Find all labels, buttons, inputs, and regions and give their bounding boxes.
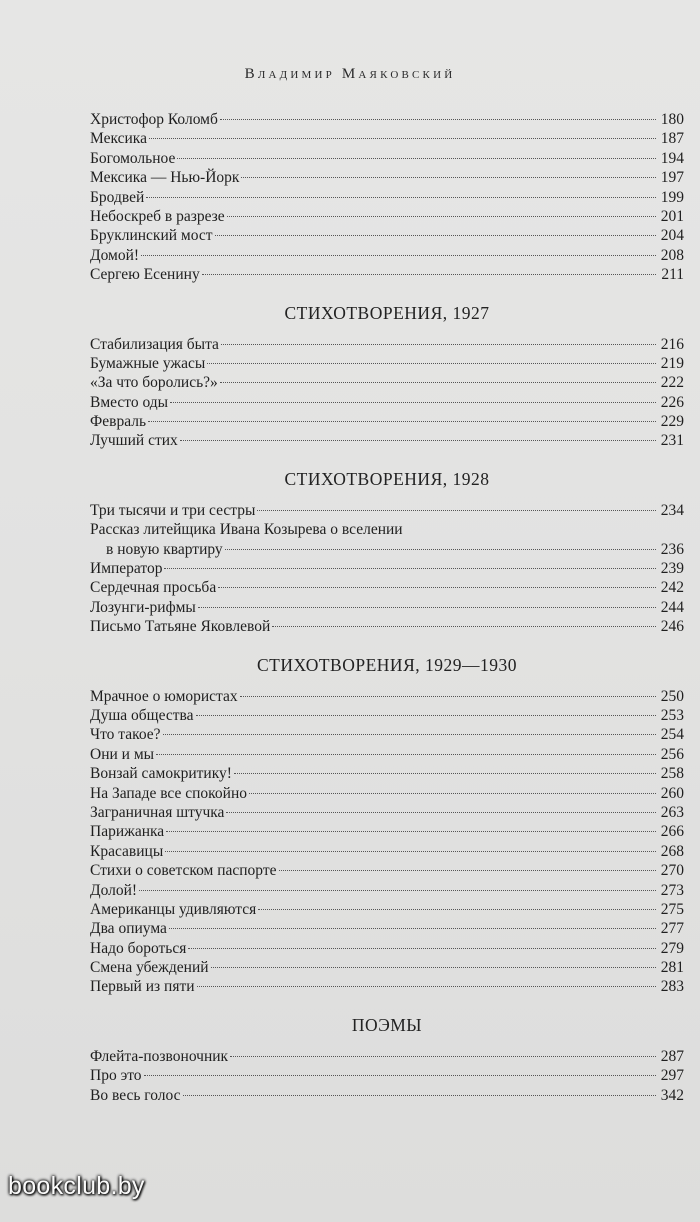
- dot-leader: [230, 1043, 656, 1057]
- dot-leader: [226, 799, 656, 813]
- entry-title: Мексика: [90, 130, 147, 148]
- dot-leader: [258, 896, 656, 910]
- dot-leader: [156, 741, 656, 755]
- table-of-contents: [90, 110, 684, 1105]
- entry-page-number: 246: [660, 618, 684, 636]
- toc-section: [90, 649, 684, 997]
- dot-leader: [225, 536, 656, 550]
- entry-title: Вместо оды: [90, 393, 169, 411]
- entry-page-number: 222: [660, 374, 684, 392]
- entry-title: Что такое?: [90, 726, 161, 744]
- entry-title: Император: [90, 560, 163, 578]
- entry-title: Небоскреб в разрезе: [90, 207, 225, 225]
- entry-page-number: 256: [660, 745, 684, 763]
- section-title: СТИХОТВОРЕНИЯ, 1929—1930: [256, 654, 517, 675]
- entry-page-number: 263: [660, 803, 684, 821]
- entry-title: Домой!: [90, 246, 140, 264]
- entry-title: Бруклинский мост: [90, 227, 213, 245]
- entry-page-number: 231: [660, 432, 684, 450]
- dot-leader: [188, 935, 656, 949]
- entry-title: Три тысячи и три сестры: [90, 501, 256, 519]
- dot-leader: [272, 613, 656, 627]
- entry-page-number: 244: [660, 598, 684, 616]
- dot-leader: [220, 106, 656, 120]
- dot-leader: [227, 203, 656, 217]
- dot-leader: [249, 780, 656, 794]
- entry-page-number: 258: [660, 765, 684, 783]
- entry-page-number: 279: [660, 939, 684, 957]
- dot-leader: [170, 389, 656, 403]
- entry-page-number: 194: [660, 149, 684, 167]
- entry-title: Надо бороться: [90, 939, 187, 957]
- dot-leader: [139, 877, 656, 891]
- entry-title: Бродвей: [90, 188, 145, 206]
- entry-page-number: 197: [660, 169, 684, 187]
- dot-leader: [240, 683, 656, 697]
- entry-title: Письмо Татьяне Яковлевой: [90, 618, 271, 636]
- entry-title: Парижанка: [90, 823, 165, 841]
- toc-entry: [90, 617, 684, 636]
- toc-entry: [90, 977, 684, 996]
- toc-section: [90, 110, 684, 285]
- entry-page-number: 287: [660, 1047, 684, 1065]
- entry-page-number: 254: [660, 726, 684, 744]
- entry-title: Заграничная штучка: [90, 803, 225, 821]
- dot-leader: [141, 242, 656, 256]
- toc-entry: [90, 1086, 684, 1105]
- toc-entry: [90, 431, 684, 450]
- entry-page-number: 208: [660, 246, 684, 264]
- entry-title: в новую квартиру: [106, 540, 223, 558]
- dot-leader: [198, 594, 656, 608]
- section-title: СТИХОТВОРЕНИЯ, 1927: [284, 302, 490, 323]
- entry-title: Лозунги-рифмы: [90, 598, 196, 616]
- entry-page-number: 297: [660, 1067, 684, 1085]
- entry-title: Мрачное о юмористах: [90, 687, 238, 705]
- entry-page-number: 342: [660, 1086, 684, 1104]
- entry-page-number: 211: [661, 266, 684, 284]
- dot-leader: [163, 721, 656, 735]
- entry-title: Рассказ литейщика Ивана Козырева о вселении: [90, 521, 403, 539]
- entry-title: На Западе все спокойно: [90, 784, 248, 802]
- dot-leader: [149, 125, 656, 139]
- watermark: bookclub.by: [8, 1172, 145, 1200]
- entry-page-number: 180: [660, 111, 684, 128]
- toc-section: [90, 1009, 684, 1105]
- entry-title: Во весь голос: [90, 1086, 181, 1104]
- dot-leader: [257, 497, 656, 511]
- dot-leader: [234, 760, 656, 774]
- entry-title: Сердечная просьба: [90, 579, 217, 597]
- dot-leader: [148, 408, 656, 422]
- entry-title: Про это: [90, 1067, 142, 1085]
- entry-title: Мексика — Нью-Йорк: [90, 169, 240, 187]
- dot-leader: [180, 427, 656, 441]
- entry-title: Бумажные ужасы: [90, 354, 206, 372]
- entry-title: Два опиума: [90, 920, 167, 938]
- dot-leader: [164, 555, 656, 569]
- entry-page-number: 204: [660, 227, 684, 245]
- entry-title: Стихи о советском паспорте: [90, 862, 277, 880]
- toc-entry: [90, 265, 684, 284]
- entry-page-number: 187: [660, 130, 684, 148]
- entry-page-number: 270: [660, 862, 684, 880]
- dot-leader: [241, 164, 656, 178]
- entry-title: Богомольное: [90, 149, 176, 167]
- entry-page-number: 219: [660, 354, 684, 372]
- entry-page-number: 236: [660, 540, 684, 558]
- entry-page-number: 229: [660, 413, 684, 431]
- dot-leader: [165, 838, 656, 852]
- entry-page-number: 234: [660, 501, 684, 519]
- entry-page-number: 268: [660, 842, 684, 860]
- entry-title: Сергею Есенину: [90, 266, 200, 284]
- dot-leader: [220, 369, 656, 383]
- dot-leader: [177, 145, 656, 159]
- entry-title: Американцы удивляются: [90, 900, 257, 918]
- dot-leader: [279, 857, 656, 871]
- entry-page-number: 283: [660, 978, 684, 996]
- entry-title: Христофор Коломб: [90, 111, 218, 128]
- entry-title: Стабилизация быта: [90, 335, 219, 353]
- toc-section: [90, 297, 684, 451]
- entry-title: Долой!: [90, 881, 138, 899]
- dot-leader: [183, 1082, 656, 1096]
- entry-page-number: 273: [660, 881, 684, 899]
- dot-leader: [146, 184, 656, 198]
- toc-entry: [90, 501, 684, 520]
- entry-page-number: 242: [660, 579, 684, 597]
- entry-page-number: 277: [660, 920, 684, 938]
- entry-title: Флейта-позвоночник: [90, 1047, 229, 1065]
- entry-page-number: 250: [660, 687, 684, 705]
- entry-title: Смена убеждений: [90, 959, 209, 977]
- dot-leader: [197, 973, 656, 987]
- dot-leader: [144, 1062, 656, 1076]
- section-title: ПОЭМЫ: [351, 1014, 423, 1035]
- dot-leader: [215, 222, 656, 236]
- entry-title: Вонзай самокритику!: [90, 765, 232, 783]
- entry-page-number: 199: [660, 188, 684, 206]
- entry-page-number: 201: [660, 207, 684, 225]
- dot-leader: [169, 915, 656, 929]
- section-title: СТИХОТВОРЕНИЯ, 1928: [284, 468, 490, 489]
- running-head: Владимир Маяковский: [244, 66, 456, 82]
- entry-page-number: 253: [660, 706, 684, 724]
- entry-page-number: 239: [660, 560, 684, 578]
- entry-page-number: 216: [660, 335, 684, 353]
- entry-title: Они и мы: [90, 745, 155, 763]
- entry-title: Первый из пяти: [90, 978, 195, 996]
- dot-leader: [207, 350, 656, 364]
- dot-leader: [202, 261, 656, 275]
- entry-title: Красавицы: [90, 842, 164, 860]
- entry-title: Душа общества: [90, 706, 194, 724]
- entry-page-number: 260: [660, 784, 684, 802]
- entry-page-number: 281: [660, 959, 684, 977]
- toc-section: [90, 463, 684, 637]
- entry-title: Февраль: [90, 413, 147, 431]
- entry-title: Лучший стих: [90, 432, 178, 450]
- dot-leader: [218, 574, 656, 588]
- entry-page-number: 226: [660, 393, 684, 411]
- dot-leader: [166, 818, 656, 832]
- dot-leader: [221, 331, 656, 345]
- entry-page-number: 275: [660, 900, 684, 918]
- entry-title: «За что боролись?»: [90, 374, 218, 392]
- dot-leader: [196, 702, 657, 716]
- entry-page-number: 266: [660, 823, 684, 841]
- dot-leader: [211, 954, 656, 968]
